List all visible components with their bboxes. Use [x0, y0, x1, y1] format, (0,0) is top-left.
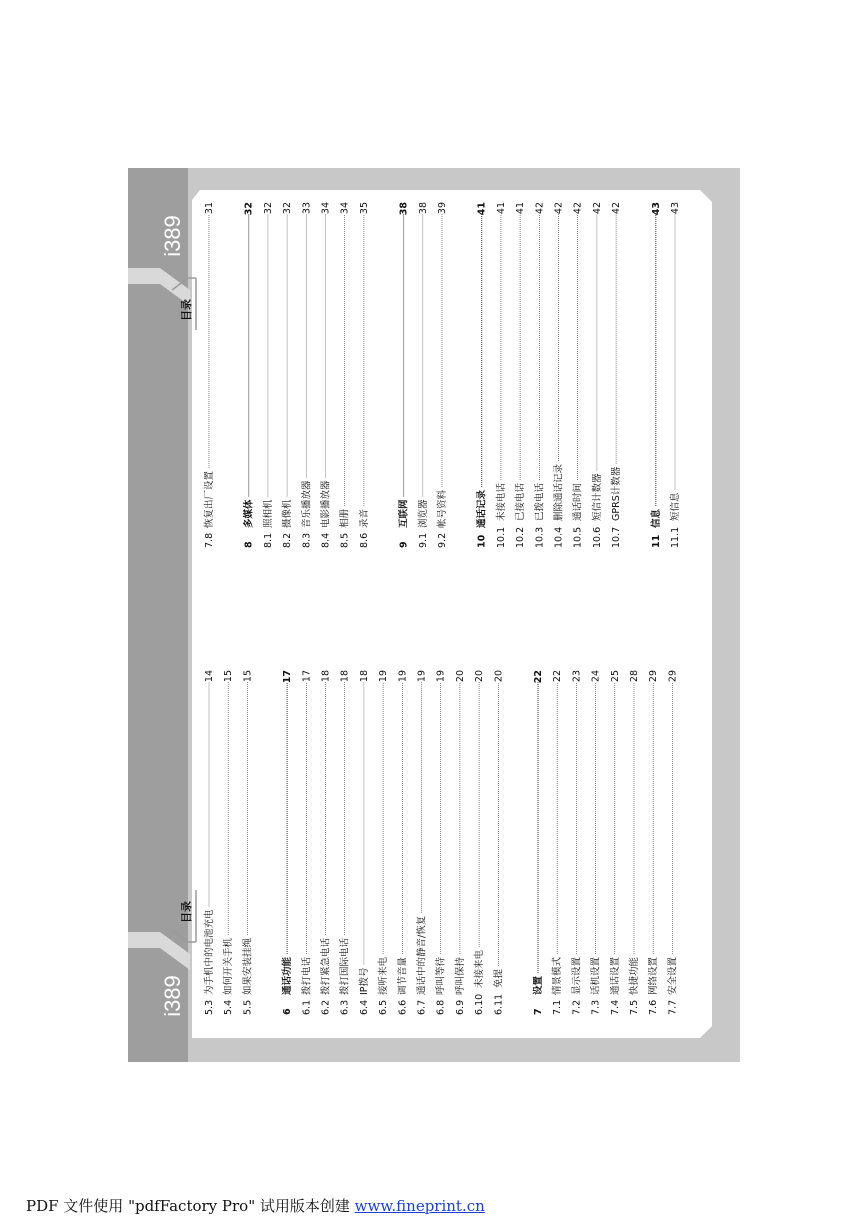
toc-entry-title: 照相机: [262, 499, 274, 528]
brand-logo-bottom: i389: [160, 975, 185, 1017]
toc-entry-number: 7: [533, 1008, 544, 1015]
content-panel: [192, 190, 712, 1038]
toc-entry-number: 11: [650, 534, 662, 548]
left-band: [128, 168, 188, 1062]
toc-entry-title: 未接电话: [495, 482, 507, 521]
toc-entry-title: 互联网: [398, 499, 410, 528]
toc-entry-number: 8.2: [282, 532, 294, 548]
toc-entry-title: 免提: [493, 968, 505, 988]
toc-entry-number: 6.2: [320, 999, 332, 1015]
toc-entry-number: 5.5: [242, 999, 254, 1015]
toc-entry-number: 8.3: [301, 532, 313, 548]
toc-entry-page: 17: [301, 670, 313, 683]
toc-entry-page: 42: [534, 202, 546, 215]
toc-entry-number: 6.1: [301, 999, 313, 1015]
toc-entry-number: 6.8: [435, 999, 447, 1015]
toc-entry-page: 41: [515, 202, 527, 215]
toc-entry-page: 29: [648, 670, 660, 683]
footer-link[interactable]: www.fineprint.cn: [354, 1197, 485, 1215]
toc-entry-page: 42: [591, 202, 603, 215]
toc-entry-title: 音乐播放器: [301, 480, 313, 528]
toc-entry-title: 如何开关手机: [223, 937, 235, 995]
toc-entry-page: 41: [495, 202, 507, 215]
toc-entry-page: 19: [397, 670, 409, 683]
toc-entry-page: 19: [416, 670, 428, 683]
toc-entry-page: 31: [204, 202, 215, 215]
toc-entry-title: IP拨号: [358, 967, 370, 995]
header-label-top: 目录: [180, 299, 193, 321]
toc-entry-title: 呼叫保持: [454, 956, 466, 995]
toc-entry-number: 9: [398, 541, 410, 548]
toc-entry-number: 6.10: [474, 993, 486, 1015]
brand-logo-top: i389: [160, 215, 185, 257]
toc-entry-number: 10.4: [553, 526, 565, 548]
toc-entry-page: 42: [572, 202, 584, 215]
toc-entry-number: 7.2: [571, 999, 583, 1015]
toc-entry-title: 短信计数器: [591, 473, 603, 521]
toc-entry-page: 38: [417, 202, 429, 215]
toc-entry-page: 34: [320, 202, 332, 215]
toc-entry-number: 9.1: [417, 532, 429, 548]
toc-entry-number: 8.4: [320, 532, 332, 548]
toc-entry-number: 8.6: [358, 532, 370, 548]
toc-entry-number: 6.11: [493, 993, 505, 1015]
toc-entry-number: 8.1: [262, 532, 274, 548]
toc-entry-number: 6.7: [416, 999, 428, 1015]
toc-entry-page: 18: [339, 670, 351, 683]
toc-entry-number: 6.5: [378, 999, 390, 1015]
toc-entry-page: 20: [474, 670, 486, 683]
toc-entry-title: 通话功能: [282, 956, 294, 995]
toc-entry-title: 话机设置: [590, 956, 602, 995]
toc-entry-page: 42: [611, 202, 623, 215]
toc-entry-page: 39: [437, 202, 448, 215]
toc-entry-title: 拨打紧急电话: [320, 937, 332, 995]
toc-entry-title: 如果安装挂绳: [242, 937, 254, 995]
toc-entry-number: 10.3: [534, 526, 546, 548]
toc-entry-page: 35: [358, 202, 370, 215]
toc-entry-page: 22: [533, 670, 544, 684]
toc-entry-title: 拨打电话: [301, 956, 313, 995]
toc-entry-title: 删除通话记录: [553, 463, 565, 521]
toc-entry-title: 摄像机: [282, 499, 294, 528]
toc-entry-title: 显示设置: [571, 956, 583, 995]
toc-entry-title: 短信息: [670, 492, 681, 521]
toc-entry-title: 呼叫等待: [435, 956, 447, 995]
toc-entry-number: 9.2: [437, 532, 448, 548]
toc-entry-title: 浏览器: [417, 499, 429, 528]
toc-entry-number: 10.2: [515, 526, 527, 548]
toc-entry-number: 6.4: [358, 999, 370, 1015]
toc-entry-title: 帐号资料: [437, 489, 448, 528]
toc-entry-page: 18: [358, 670, 370, 683]
toc-entry-number: 7.8: [204, 532, 215, 548]
toc-entry-number: 7.5: [629, 999, 640, 1015]
toc-entry-title: 设置: [533, 975, 544, 995]
toc-entry-title: 接听来电: [378, 956, 390, 995]
toc-entry-page: 25: [609, 670, 621, 683]
toc-entry-page: 32: [282, 202, 294, 215]
toc-entry-page: 43: [650, 202, 662, 216]
toc-entry-number: 7.6: [648, 999, 660, 1015]
toc-entry-page: 22: [552, 670, 564, 683]
toc-entry-page: 19: [435, 670, 447, 683]
toc-entry-page: 20: [493, 670, 505, 683]
toc-entry-page: 24: [590, 670, 602, 683]
toc-entry-number: 8.5: [339, 532, 351, 548]
toc-entry-title: 相册: [339, 508, 351, 528]
toc-entry-number: 7.7: [667, 999, 679, 1015]
toc-entry-number: 6: [282, 1008, 294, 1015]
toc-entry-page: 23: [571, 670, 583, 683]
toc-entry-page: 28: [629, 670, 640, 683]
toc-entry-number: 6.3: [339, 999, 351, 1015]
toc-entry-title: 安全设置: [667, 956, 679, 995]
toc-entry-number: 10: [476, 534, 488, 548]
toc-entry-page: 19: [378, 670, 390, 683]
toc-entry-title: 录音: [358, 508, 370, 528]
toc-entry-title: 已拨电话: [534, 482, 546, 521]
toc-entry-number: 10.5: [572, 526, 584, 548]
toc-entry-title: 电影播放器: [320, 480, 332, 528]
toc-entry-title: 情景模式: [552, 956, 564, 995]
toc-entry-title: 已接电话: [515, 482, 527, 521]
toc-entry-page: 41: [476, 202, 488, 216]
toc-entry-page: 43: [670, 202, 681, 215]
toc-entry-title: 拨打国际电话: [339, 937, 351, 995]
toc-entry-title: 通话时间: [572, 482, 584, 521]
toc-entry-number: 10.6: [591, 526, 603, 548]
toc-entry-number: 5.4: [223, 999, 235, 1015]
toc-entry-title: 未接来电: [474, 949, 486, 988]
toc-entry-page: 18: [320, 670, 332, 683]
toc-entry-number: 6.9: [454, 999, 466, 1015]
toc-entry-number: 8: [243, 541, 255, 548]
toc-entry-page: 20: [454, 670, 466, 683]
toc-entry-number: 6.6: [397, 999, 409, 1015]
toc-entry-title: 通话记录: [476, 489, 488, 528]
toc-entry-number: 7.1: [552, 999, 564, 1015]
toc-entry-page: 42: [553, 202, 565, 215]
toc-entry-title: 通话设置: [609, 956, 621, 995]
toc-entry-page: 15: [223, 670, 235, 683]
toc-entry-number: 10.1: [495, 526, 507, 548]
toc-entry-title: 多媒体: [243, 499, 255, 528]
toc-entry-page: 32: [243, 202, 255, 216]
toc-entry-number: 5.3: [204, 999, 215, 1015]
toc-entry-page: 15: [242, 670, 254, 683]
toc-entry-title: 通话中的静音/恢复: [416, 915, 428, 995]
toc-entry-title: 恢复出厂设置: [204, 470, 215, 528]
toc-entry-page: 38: [398, 202, 410, 216]
toc-entry-title: GPRS计数器: [611, 466, 623, 521]
toc-entry-number: 7.3: [590, 999, 602, 1015]
toc-entry-title: 信息: [650, 508, 662, 528]
toc-entry-page: 14: [204, 670, 215, 683]
toc-entry-title: 快捷功能: [629, 956, 640, 995]
toc-entry-title: 为手机中的电池充电: [204, 909, 215, 995]
toc-entry-number: 10.7: [611, 526, 623, 548]
pdf-footer: [26, 1195, 485, 1216]
toc-entry-number: 7.4: [609, 999, 621, 1015]
toc-entry-title: 网络设置: [648, 956, 660, 995]
toc-entry-title: 调节音量: [397, 956, 409, 995]
toc-entry-page: 34: [339, 202, 351, 215]
toc-entry-number: 11.1: [670, 526, 681, 548]
toc-entry-page: 17: [282, 670, 294, 684]
toc-entry-page: 29: [667, 670, 679, 683]
footer-prefix: PDF 文件使用 "pdfFactory Pro" 试用版本创建: [26, 1197, 355, 1215]
toc-entry-page: 32: [262, 202, 274, 215]
header-label-bottom: 目录: [180, 901, 193, 923]
toc-entry-page: 33: [301, 202, 313, 215]
